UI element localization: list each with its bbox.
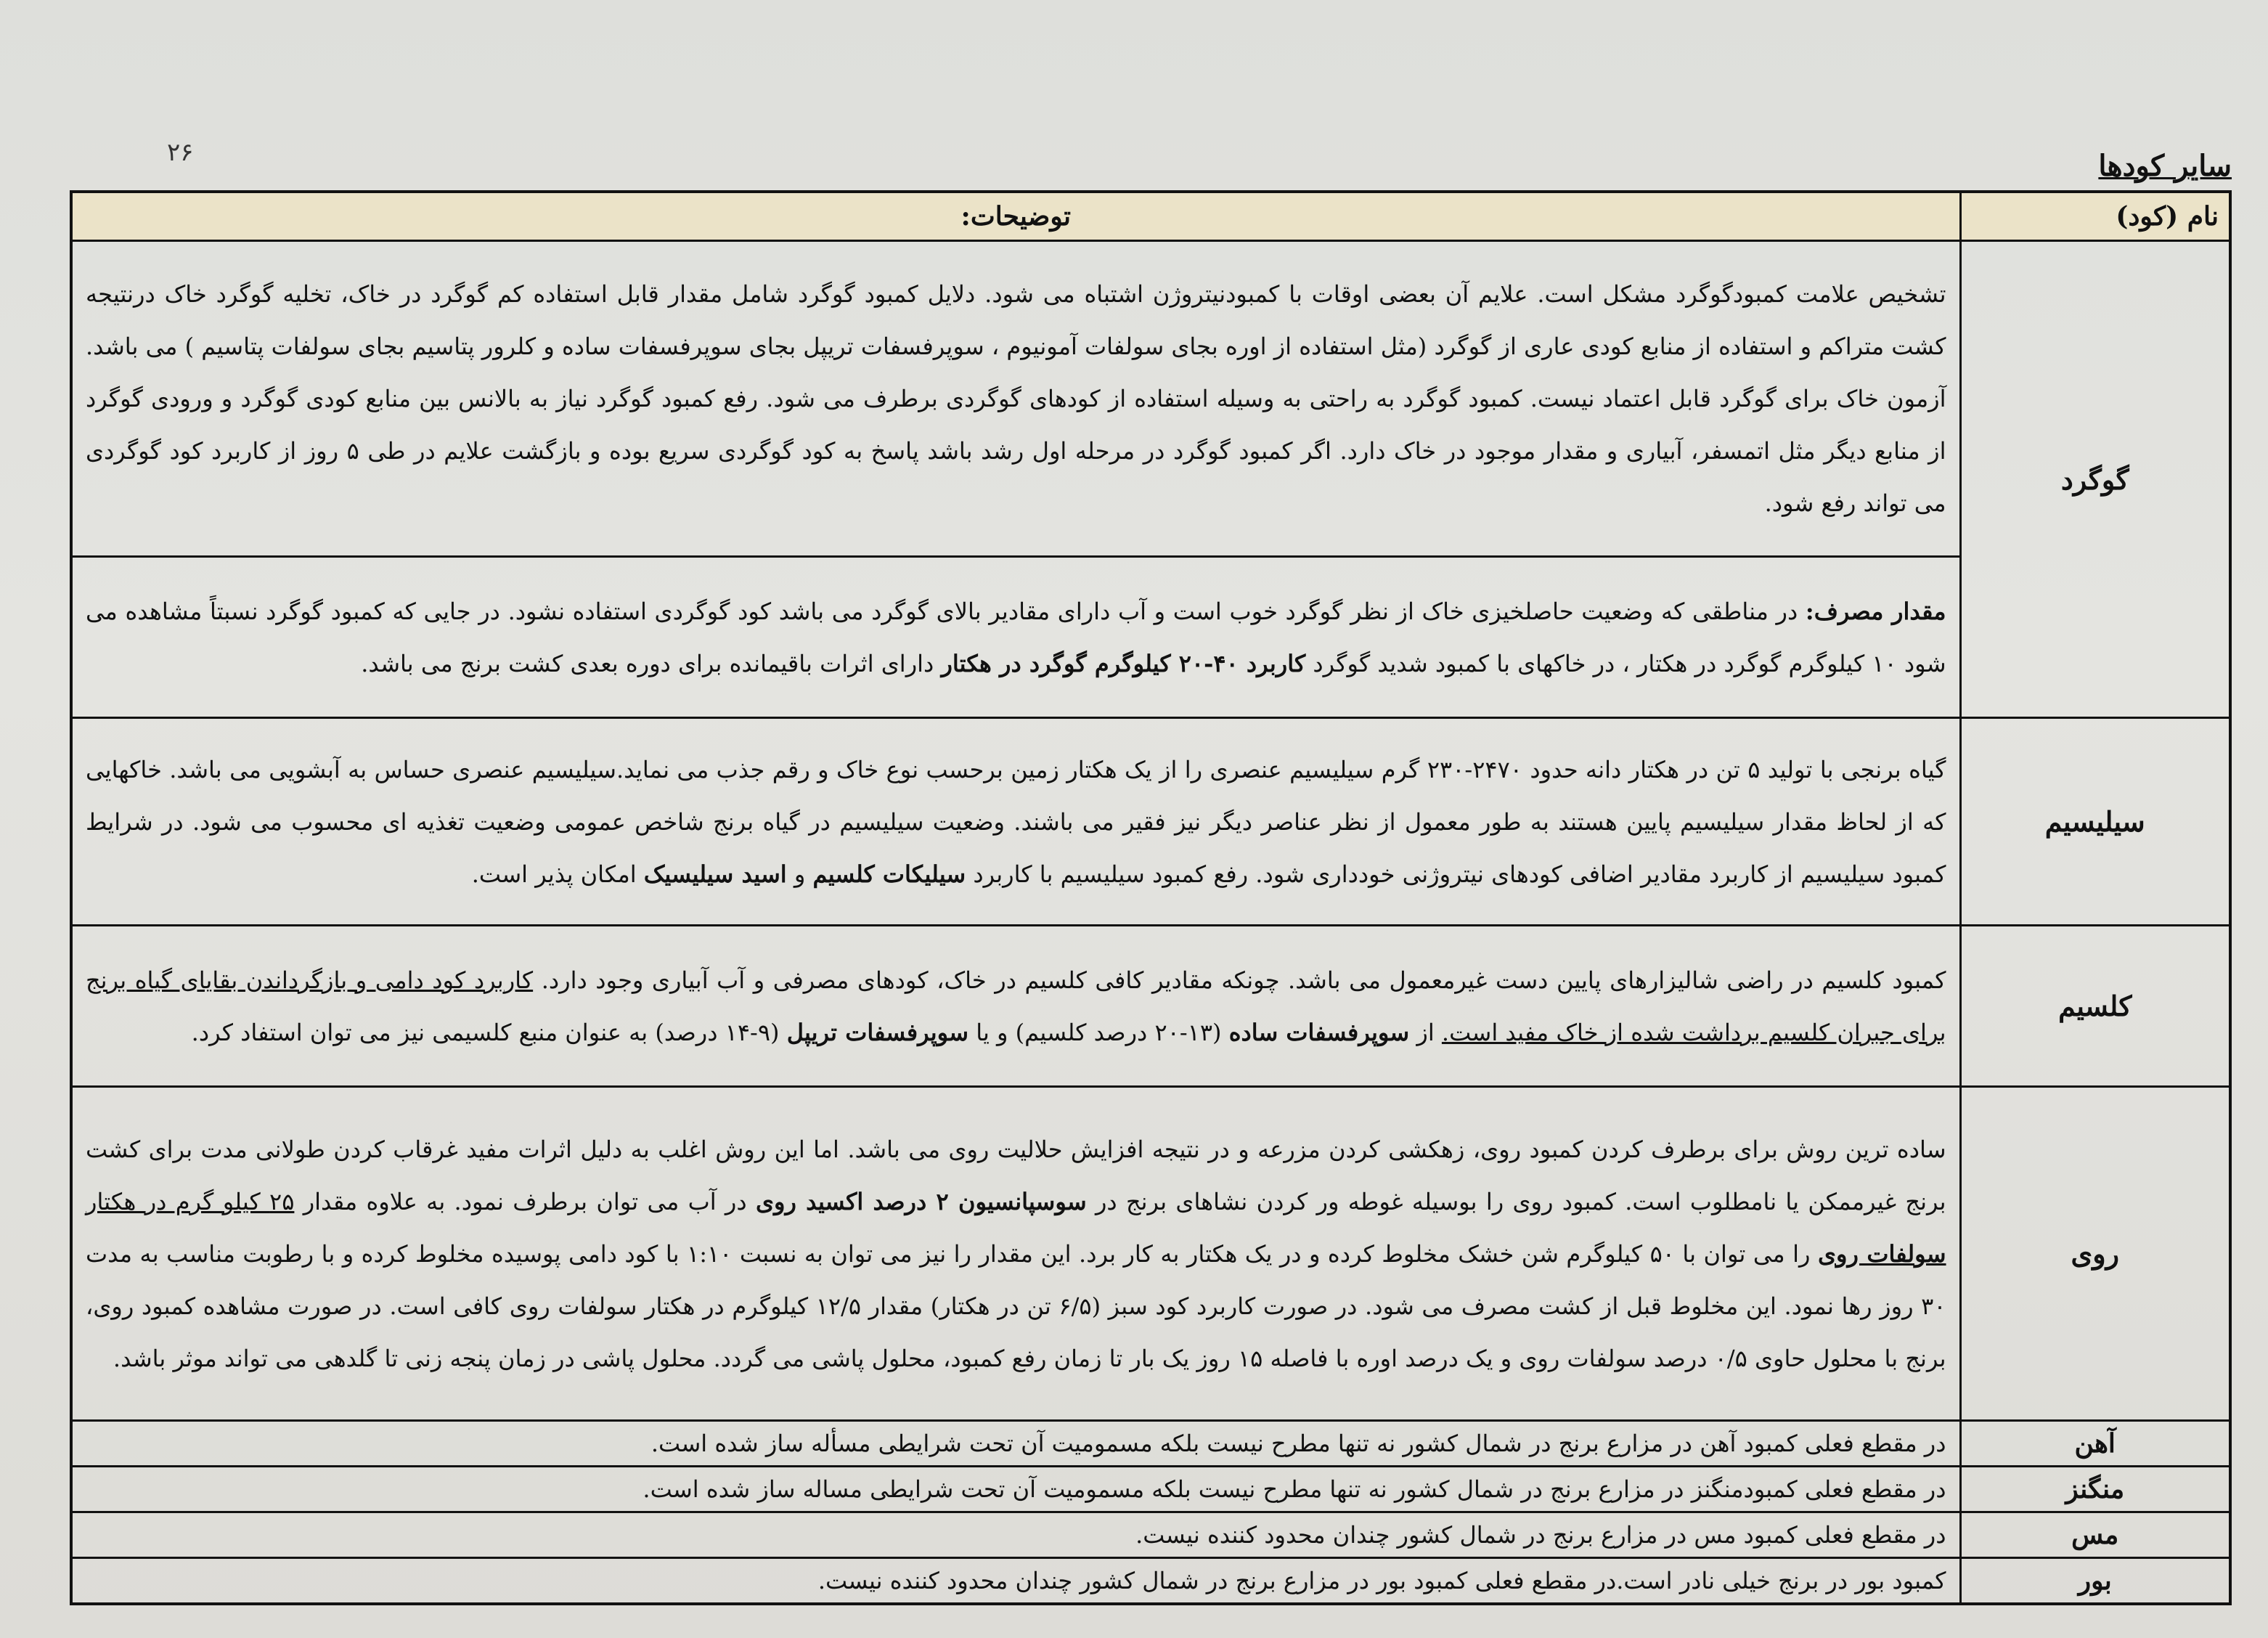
row-description <box>71 926 1960 1087</box>
row-description <box>71 557 1960 718</box>
row-name: بور <box>1960 1558 2230 1605</box>
description-text: (۱۳-۲۰ درصد کلسیم) و یا <box>968 1018 1229 1046</box>
table-row <box>71 1558 2230 1605</box>
table-row <box>71 1467 2230 1512</box>
bold-text: سیلیکات کلسیم <box>812 860 966 888</box>
row-description: کمبود بور در برنج خیلی نادر است.در مقطع فعلی کمبود بور در مزارع برنج در شمال کشور چندان محدود کننده نیست. <box>71 1558 1960 1605</box>
bold-text: کاربرد ۴۰-۲۰ کیلوگرم گوگرد در هکتار <box>941 649 1306 677</box>
table-row <box>71 241 2230 557</box>
description-text: دارای اثرات باقیمانده برای دوره بعدی کشت برنج می باشد. <box>361 649 942 677</box>
description-text: کمبود کلسیم در راضی شالیزارهای پایین دست غیرمعمول می باشد. چونکه مقادیر کافی کلسیم در خاک، کودهای مصرفی و آب آبیاری وجود دارد. <box>533 966 1946 994</box>
description-text: گیاه برنجی با تولید ۵ تن در هکتار دانه حدود ۲۴۷۰-۲۳۰ گرم سیلیسیم عنصری را از یک هکتار زمین برحسب نوع خاک و رقم جذب می نماید.سیلیسیم عنصری حساس به آبشویی می باشد. خاکهایی که از لحاظ مقدار سیلیسیم پایین هستند به طور معمول از نظر عناصر دیگر نیز فقیر می باشند. وضعیت سیلیسیم در گیاه برنج شاخص عمومی وضعیت تغذیه ای محسوب می شود. در شرایط کمبود سیلیسیم از کاربرد مقادیر اضافی کودهای نیتروژنی خودداری شود. رفع کمبود سیلیسیم با کاربرد <box>86 755 1946 888</box>
table-row <box>71 1087 2230 1421</box>
description-text: را می توان با ۵۰ کیلوگرم شن خشک مخلوط کرده و در یک هکتار به کار برد. این مقدار را نیز می توان به نسبت ۱:۱۰ با کود دامی پوسیده مخلوط کرده و با رطوبت مناسب به مدت ۳۰ روز رها نمود. این مخلوط قبل از کشت مصرف می شود. در صورت کاربرد کود سبز (۶/۵ تن در هکتار) مقدار ۱۲/۵ کیلوگرم در هکتار سولفات روی کافی است. در صورت مشاهده کمبود روی، برنج با محلول حاوی ۰/۵ درصد سولفات روی و یک درصد اوره با فاصله ۱۵ روز یک بار تا زمان رفع کمبود، محلول پاشی می گردد. محلول پاشی در زمان پنجه زنی تا گلدهی می تواند موثر باشد. <box>86 1239 1946 1372</box>
description-text: در مناطقی که وضعیت حاصلخیزی خاک از نظر گوگرد خوب است و آب دارای مقادیر بالای گوگرد می باشد کود گوگردی استفاده نشود. در جایی که کمبود گوگرد نسبتاً مشاهده می شود ۱۰ کیلوگرم گوگرد در هکتار ، در خاکهای با کمبود شدید گوگرد <box>86 597 1946 677</box>
row-name: آهن <box>1960 1421 2230 1467</box>
table-header-row <box>71 192 2230 241</box>
fertilizer-table <box>70 190 2232 1605</box>
description-text: و <box>786 860 813 888</box>
description-text: ساده ترین روش برای برطرف کردن کمبود روی، زهکشی کردن مزرعه و در نتیجه افزایش حلالیت روی می باشد. اما این روش اغلب به دلیل اثرات مفید غرقاب کردن طولانی مدت برای کشت برنج غیرممکن یا نامطلوب است. کمبود روی را بوسیله غوطه ور کردن نشاهای برنج در <box>86 1135 1946 1215</box>
underlined-text: ۲۵ کیلو گرم در هکتار <box>86 1187 295 1215</box>
table-row <box>71 1512 2230 1558</box>
page-number: ۲۶ <box>167 138 194 167</box>
table-row <box>71 557 2230 718</box>
row-description: در مقطع فعلی کمبود آهن در مزارع برنج در شمال کشور نه تنها مطرح نیست بلکه مسمومیت آن تحت شرایطی مسأله ساز شده است. <box>71 1421 1960 1467</box>
description-text: در آب می توان برطرف نمود. به علاوه مقدار <box>294 1187 756 1215</box>
row-name: روی <box>1960 1087 2230 1421</box>
row-name: مس <box>1960 1512 2230 1558</box>
table-row <box>71 718 2230 926</box>
bold-underlined-text: سولفات روی <box>1817 1239 1946 1268</box>
row-description: در مقطع فعلی کمبود مس در مزارع برنج در شمال کشور چندان محدود کننده نیست. <box>71 1512 1960 1558</box>
underlined-text: کاربرد کود دامی و بازگرداندن بقایای گیاه برنج برای جبران کلسیم برداشت شده از خاک مفید است. <box>86 966 1946 1046</box>
row-name: سیلیسیم <box>1960 718 2230 926</box>
description-text: تشخیص علامت کمبودگوگرد مشکل است. علایم آن بعضی اوقات با کمبودنیتروژن اشتباه می شود. دلایل کمبود گوگرد شامل مقدار قابل استفاده کم گوگرد در خاک، تخلیه گوگرد خاک درنتیجه کشت متراکم و استفاده از منابع کودی عاری از گوگرد (مثل استفاده از اوره بجای سولفات آمونیوم ، سوپرفسفات تریپل بجای سوپرفسفات ساده و کلرور پتاسیم بجای سولفات پتاسیم ) می باشد. آزمون خاک برای گوگرد قابل اعتماد نیست. کمبود گوگرد به راحتی به وسیله استفاده از کودهای گوگردی برطرف می شود. رفع کمبود گوگرد نیاز به بالانس بین منابع کودی گوگرد و ورودی گوگرد از منابع دیگر مثل اتمسفر، آبیاری و مقدار موجود در خاک دارد. اگر کمبود گوگرد در مرحله اول رشد باشد پاسخ به کود گوگردی سریع بوده و بازگشت علایم در طی ۵ روز از کاربرد کود گوگردی می تواند رفع شود. <box>86 280 1946 517</box>
table-row <box>71 1421 2230 1467</box>
row-description <box>71 1087 1960 1421</box>
table-row <box>71 926 2230 1087</box>
row-name: منگنز <box>1960 1467 2230 1512</box>
header-name: نام (کود) <box>1960 192 2230 241</box>
row-description <box>71 718 1960 926</box>
bold-text: سوپرفسفات تریپل <box>786 1018 969 1046</box>
row-name: کلسیم <box>1960 926 2230 1087</box>
bold-text: سوسپانسیون ۲ درصد اکسید روی <box>755 1187 1087 1215</box>
bold-text: اسید سیلیسیک <box>643 860 787 888</box>
row-description: در مقطع فعلی کمبودمنگنز در مزارع برنج در شمال کشور نه تنها مطرح نیست بلکه مسمومیت آن تحت شرایطی مساله ساز شده است. <box>71 1467 1960 1512</box>
usage-label: مقدار مصرف: <box>1805 597 1946 625</box>
description-text: (۹-۱۴ درصد) به عنوان منبع کلسیمی نیز می توان استفاد کرد. <box>191 1018 787 1046</box>
row-name: گوگرد <box>1960 241 2230 718</box>
row-description <box>71 241 1960 557</box>
description-text: امکان پذیر است. <box>471 860 644 888</box>
section-title: سایر کودها <box>2098 149 2232 183</box>
description-text: از <box>1409 1018 1442 1046</box>
bold-text: سوپرفسفات ساده <box>1228 1018 1410 1046</box>
header-description: توضیحات: <box>71 192 1960 241</box>
